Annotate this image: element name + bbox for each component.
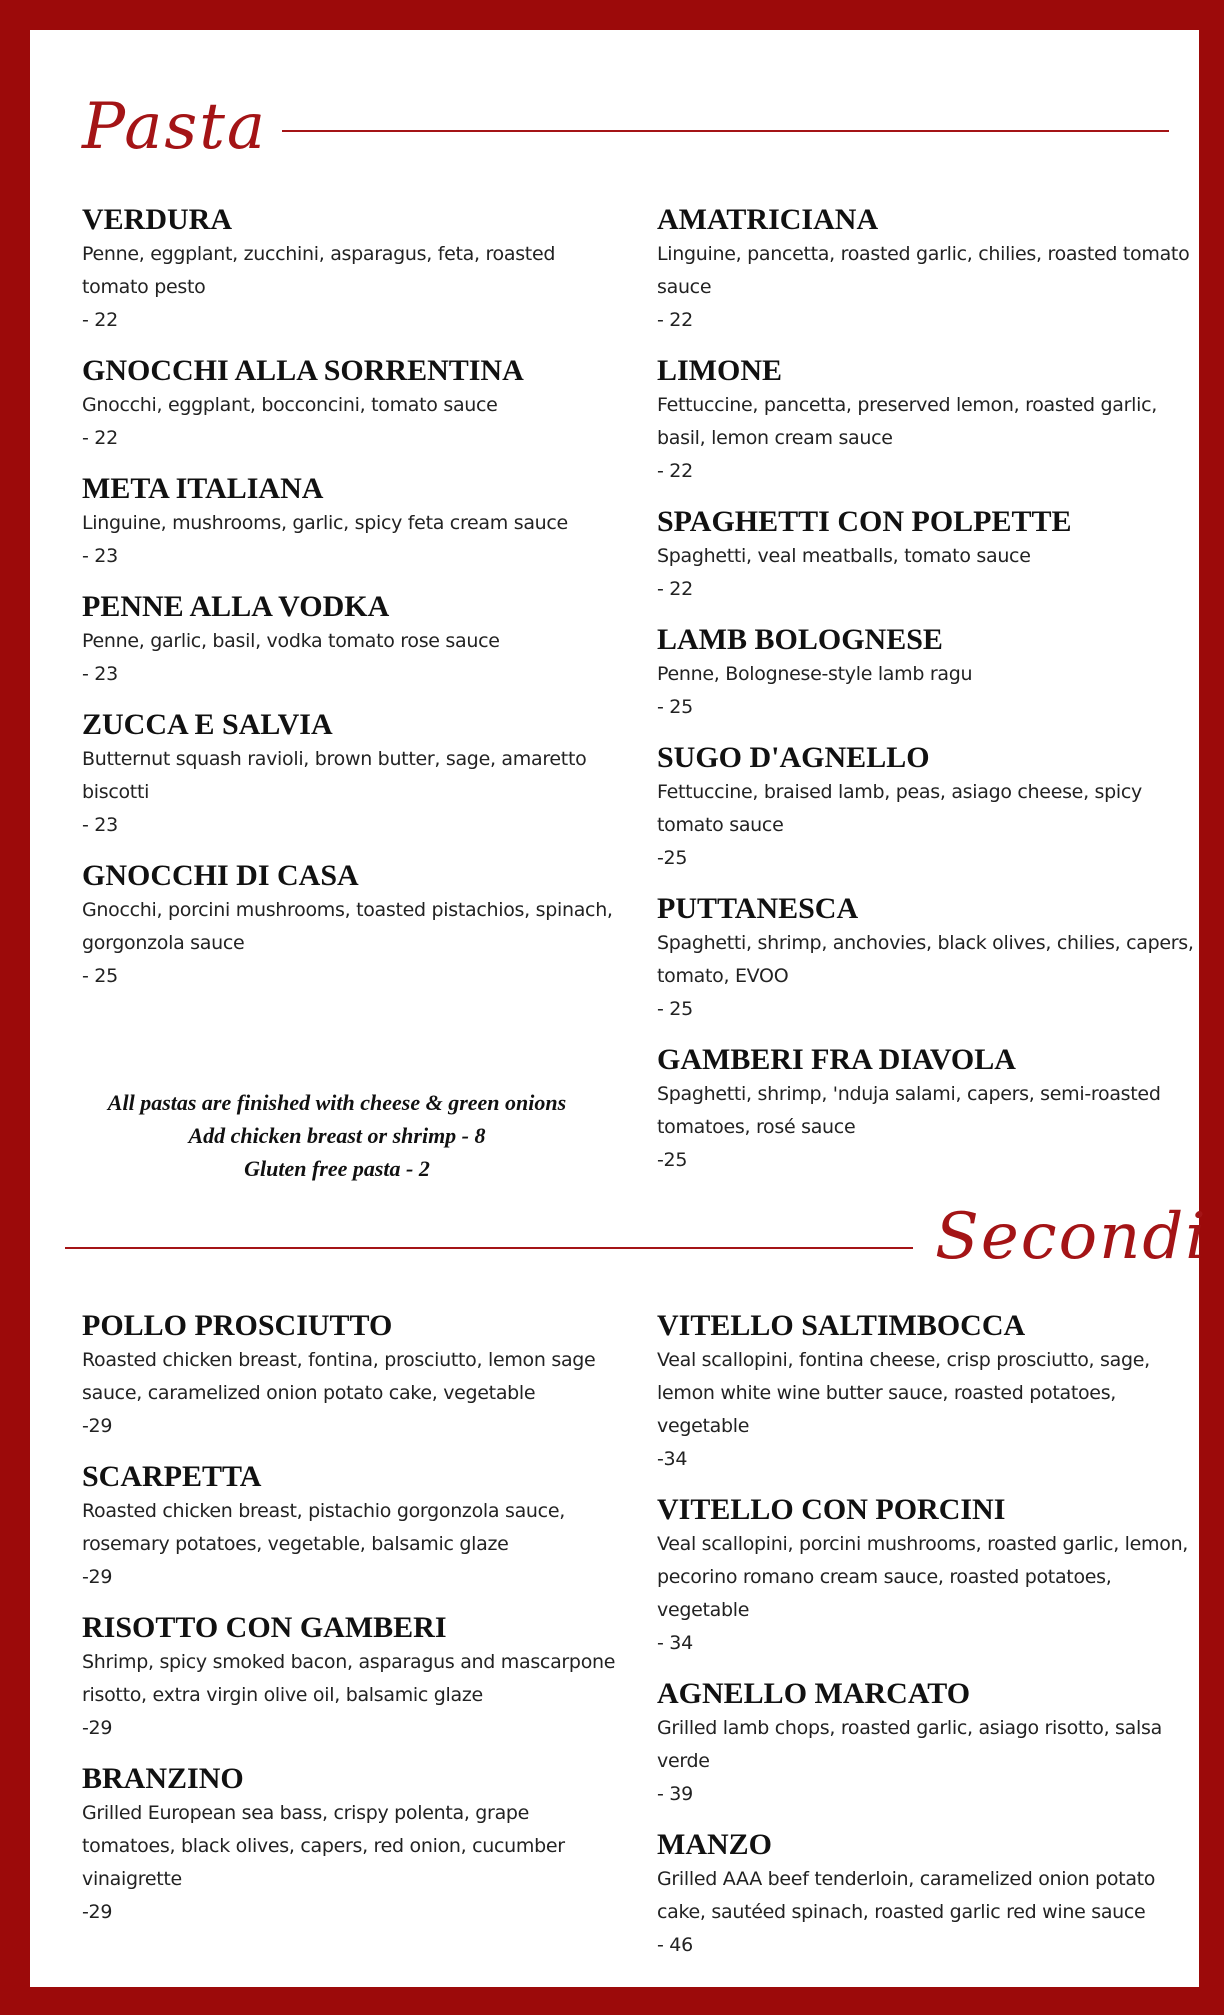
menu-item — [82, 202, 622, 337]
menu-item — [82, 471, 622, 573]
menu-item-name: BRANZINO — [82, 1762, 244, 1795]
menu-item — [657, 1308, 1197, 1476]
menu-item-description: Grilled AAA beef tenderloin, caramelized onion potato cake, sautéed spinach, roasted garlic red wine sauce — [657, 1868, 1156, 1923]
menu-item-description: Linguine, pancetta, roasted garlic, chilies, roasted tomato sauce — [657, 243, 1190, 298]
menu-item-description: Veal scallopini, fontina cheese, crisp prosciutto, sage, lemon white wine butter sauce, roasted potatoes, vegetable — [657, 1349, 1150, 1437]
menu-item-name: VITELLO SALTIMBOCCA — [657, 1309, 1026, 1342]
pasta-divider-line — [282, 130, 1169, 132]
menu-item-price: - 23 — [82, 663, 118, 685]
menu-item-name: SCARPETTA — [82, 1460, 262, 1493]
menu-item — [82, 1761, 622, 1929]
menu-item-description: Fettuccine, braised lamb, peas, asiago cheese, spicy tomato sauce — [657, 781, 1142, 836]
menu-item-name: VITELLO CON PORCINI — [657, 1493, 1006, 1526]
menu-item — [657, 504, 1197, 606]
pasta-note-line: Add chicken breast or shrimp - 8 — [188, 1123, 486, 1148]
menu-item-name: PUTTANESCA — [657, 892, 859, 925]
menu-item-description: Spaghetti, shrimp, anchovies, black olives, chilies, capers, tomato, EVOO — [657, 932, 1194, 987]
menu-item-price: -29 — [82, 1415, 113, 1437]
menu-item-name: ZUCCA E SALVIA — [82, 708, 333, 741]
menu-page — [30, 30, 1208, 1987]
menu-item — [82, 707, 622, 842]
menu-item-price: -25 — [657, 847, 688, 869]
menu-item-price: - 22 — [82, 309, 118, 331]
secondi-right-column — [657, 1308, 1197, 1978]
menu-item-name: GAMBERI FRA DIAVOLA — [657, 1043, 1016, 1076]
menu-item — [657, 1492, 1197, 1660]
menu-item-description: Gnocchi, porcini mushrooms, toasted pistachios, spinach, gorgonzola sauce — [82, 899, 613, 954]
menu-item-price: - 22 — [657, 309, 693, 331]
menu-item-description: Spaghetti, shrimp, 'nduja salami, capers, semi-roasted tomatoes, rosé sauce — [657, 1083, 1161, 1138]
menu-item-price: -29 — [82, 1901, 113, 1923]
menu-item-name: GNOCCHI DI CASA — [82, 859, 359, 892]
pasta-note-line: Gluten free pasta - 2 — [244, 1156, 430, 1181]
menu-item — [82, 1308, 622, 1443]
menu-item — [82, 858, 622, 993]
menu-item-price: - 22 — [657, 460, 693, 482]
menu-item-name: GNOCCHI ALLA SORRENTINA — [82, 354, 524, 387]
pasta-right-column — [657, 202, 1197, 1193]
menu-item-description: Linguine, mushrooms, garlic, spicy feta cream sauce — [82, 512, 568, 534]
menu-item — [657, 1676, 1197, 1811]
menu-item-price: -29 — [82, 1717, 113, 1739]
pasta-section-title: Pasta — [82, 90, 268, 164]
menu-item-price: -34 — [657, 1448, 688, 1470]
menu-item-description: Grilled lamb chops, roasted garlic, asiago risotto, salsa verde — [657, 1717, 1162, 1772]
menu-item-name: SUGO D'AGNELLO — [657, 741, 930, 774]
menu-item — [657, 1042, 1197, 1177]
menu-item-name: AGNELLO MARCATO — [657, 1677, 971, 1710]
menu-item-price: - 22 — [82, 427, 118, 449]
menu-item-description: Grilled European sea bass, crispy polenta, grape tomatoes, black olives, capers, red onion, cucumber vinaigrette — [82, 1802, 565, 1890]
menu-item-price: - 25 — [82, 965, 118, 987]
menu-item — [657, 891, 1197, 1026]
menu-item-name: META ITALIANA — [82, 472, 324, 505]
menu-item-name: VERDURA — [82, 203, 232, 236]
menu-item-price: - 39 — [657, 1783, 693, 1805]
menu-item — [657, 1827, 1197, 1962]
secondi-left-column — [82, 1308, 622, 1945]
menu-item-price: - 23 — [82, 545, 118, 567]
menu-item-description: Penne, Bolognese-style lamb ragu — [657, 663, 973, 685]
menu-item — [657, 202, 1197, 337]
menu-item-price: - 25 — [657, 696, 693, 718]
menu-item-description: Penne, garlic, basil, vodka tomato rose sauce — [82, 630, 500, 652]
menu-item-price: - 23 — [82, 814, 118, 836]
menu-item-description: Fettuccine, pancetta, preserved lemon, roasted garlic, basil, lemon cream sauce — [657, 394, 1157, 449]
pasta-notes — [82, 1086, 592, 1185]
menu-item-description: Gnocchi, eggplant, bocconcini, tomato sauce — [82, 394, 498, 416]
menu-item-name: MANZO — [657, 1828, 772, 1861]
menu-item — [657, 622, 1197, 724]
menu-item — [657, 740, 1197, 875]
menu-item-description: Roasted chicken breast, pistachio gorgonzola sauce, rosemary potatoes, vegetable, balsamic glaze — [82, 1500, 565, 1555]
menu-item-name: POLLO PROSCIUTTO — [82, 1309, 393, 1342]
secondi-section-title: Secondi — [935, 1200, 1208, 1274]
menu-item-description: Butternut squash ravioli, brown butter, sage, amaretto biscotti — [82, 748, 587, 803]
menu-item-price: - 46 — [657, 1934, 693, 1956]
menu-item-name: AMATRICIANA — [657, 203, 879, 236]
pasta-note-line: All pastas are finished with cheese & green onions — [107, 1090, 567, 1115]
menu-item-name: SPAGHETTI CON POLPETTE — [657, 505, 1072, 538]
menu-item-price: -29 — [82, 1566, 113, 1588]
menu-item-price: -25 — [657, 1149, 688, 1171]
menu-item-description: Shrimp, spicy smoked bacon, asparagus and mascarpone risotto, extra virgin olive oil, balsamic glaze — [82, 1651, 616, 1706]
menu-item-description: Spaghetti, veal meatballs, tomato sauce — [657, 545, 1031, 567]
menu-item — [82, 1459, 622, 1594]
secondi-divider-line — [65, 1247, 913, 1249]
menu-item-name: LAMB BOLOGNESE — [657, 623, 943, 656]
menu-item-name: RISOTTO CON GAMBERI — [82, 1611, 447, 1644]
menu-item-description: Roasted chicken breast, fontina, prosciutto, lemon sage sauce, caramelized onion potato cake, vegetable — [82, 1349, 596, 1404]
menu-item — [82, 353, 622, 455]
menu-item — [82, 589, 622, 691]
menu-item-description: Penne, eggplant, zucchini, asparagus, feta, roasted tomato pesto — [82, 243, 556, 298]
menu-item-price: - 25 — [657, 998, 693, 1020]
menu-item — [657, 353, 1197, 488]
menu-item — [82, 1610, 622, 1745]
menu-item-price: - 22 — [657, 578, 693, 600]
menu-item-name: PENNE ALLA VODKA — [82, 590, 390, 623]
menu-item-name: LIMONE — [657, 354, 783, 387]
menu-item-price: - 34 — [657, 1632, 693, 1654]
menu-item-description: Veal scallopini, porcini mushrooms, roasted garlic, lemon, pecorino romano cream sauce, roasted potatoes, vegetable — [657, 1533, 1189, 1621]
pasta-left-column — [82, 202, 622, 1009]
